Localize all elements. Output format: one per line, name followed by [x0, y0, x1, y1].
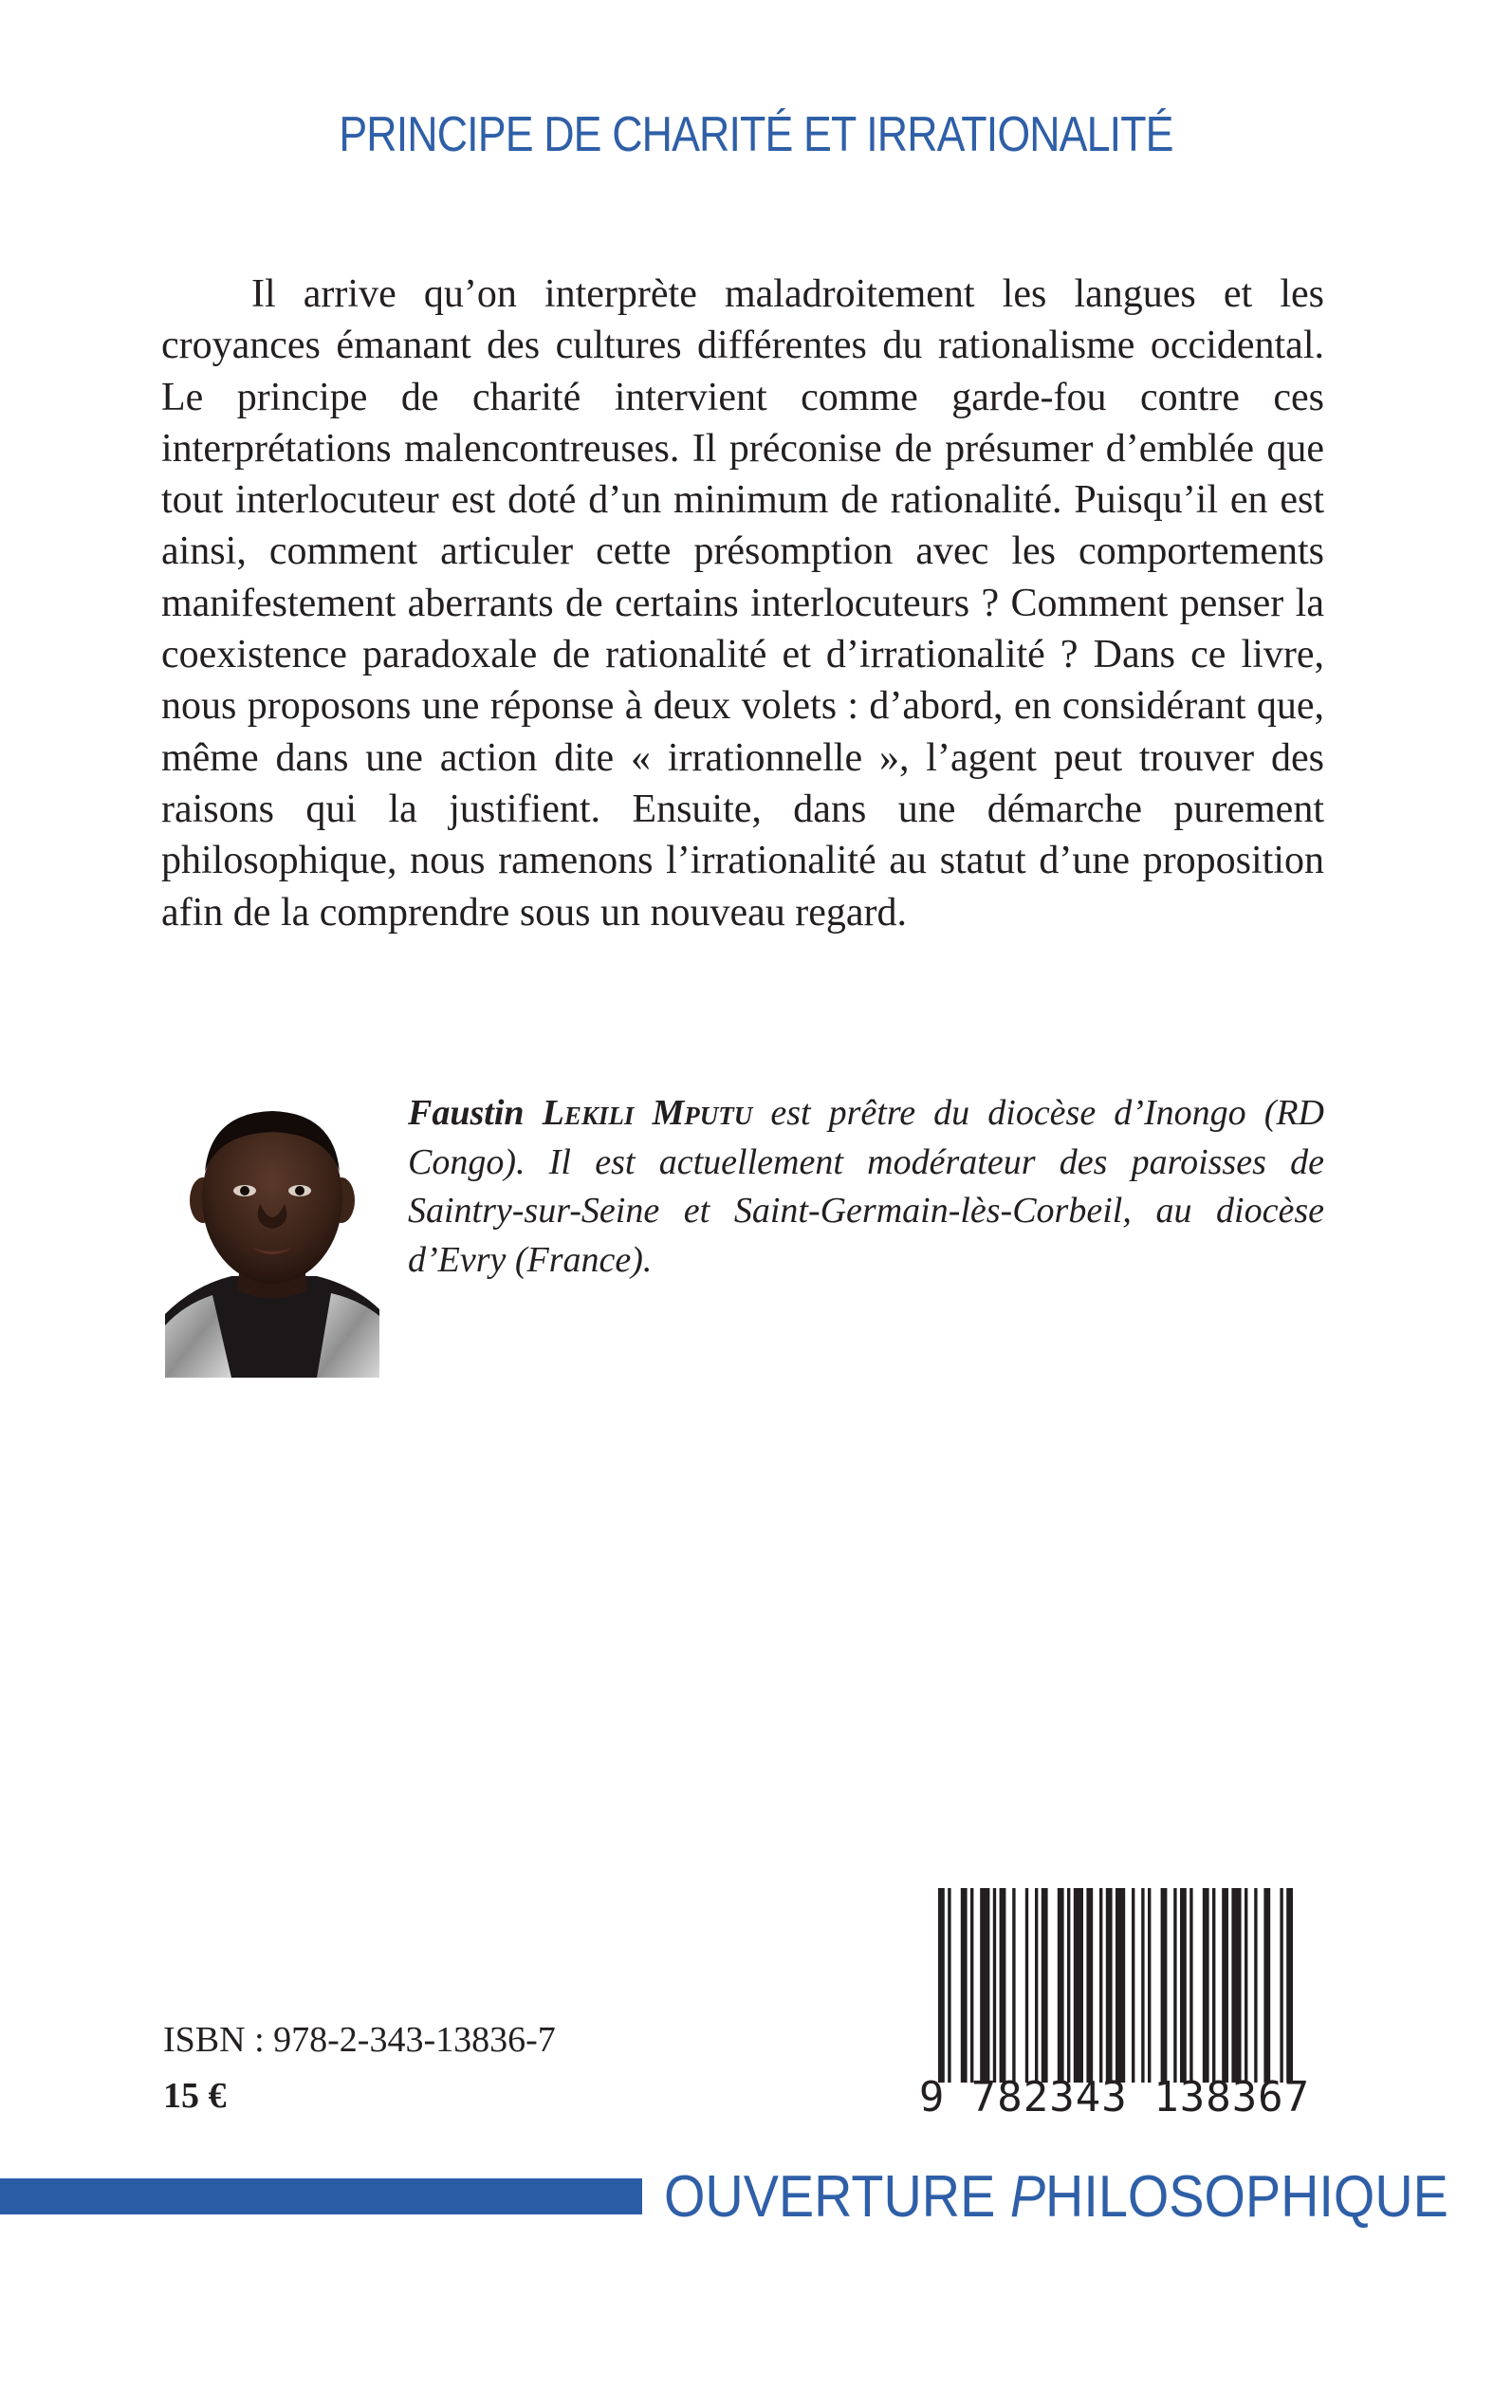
- isbn-text: ISBN : 978-2-343-13836-7: [163, 2020, 556, 2060]
- author-first-name: Faustin: [408, 1093, 525, 1133]
- isbn-barcode: [915, 1888, 1314, 2125]
- barcode-bar: [1099, 1888, 1102, 2083]
- barcode-bar: [1280, 1888, 1282, 2083]
- barcode-bar: [1042, 1888, 1048, 2083]
- barcode-bar: [993, 1888, 996, 2083]
- barcode-bar: [938, 1888, 945, 2083]
- barcode-bar: [1286, 1888, 1293, 2083]
- barcode-bar: [1074, 1888, 1083, 2083]
- barcode-bar: [1106, 1888, 1113, 2083]
- synopsis-text: Il arrive qu’on interprète maladroitement les langues et les croyances émanant des cultures différentes du rationalisme occidental. Le principe de charité intervient comme garde-fou contre ces interprétations malencontreuses. Il préconise de présumer d’emblée que tout interlocuteur est doté d’un minimum de rationalité. Puisqu’il en est ainsi, comment articuler cette présomption avec les comportements manifestement aberrants de certains interlocuteurs ? Comment penser la coexistence paradoxale de rationalité et d’irrationalité ? Dans ce livre, nous proposons une réponse à deux volets : d’abord, en considérant que, même dans une action dite « irrationnelle », l’agent peut trouver des raisons qui la justifient. Ensuite, dans une démarche purement philosophique, nous ramenons l’irrationalité au statut d’une proposition afin de la comprendre sous un nouveau regard.: [161, 272, 1324, 935]
- author-last-name: Lekili Mputu: [542, 1093, 753, 1133]
- barcode-bar: [1086, 1888, 1093, 2083]
- barcode-bar: [961, 1888, 968, 2083]
- barcode-bar: [1203, 1888, 1209, 2083]
- collection-name-part3: HILOSOPHIQUE: [1045, 2164, 1448, 2230]
- barcode-digits: 9 782343 138367: [918, 2073, 1311, 2121]
- author-portrait-image: [165, 1105, 379, 1378]
- barcode-bar: [1212, 1888, 1215, 2083]
- collection-name: [664, 2159, 1448, 2235]
- barcode-bar: [1263, 1888, 1270, 2083]
- barcode-bar: [948, 1888, 950, 2083]
- collection-name-part1: OUVERTURE: [664, 2164, 1010, 2230]
- barcode-bar: [980, 1888, 989, 2083]
- barcode-bar: [1058, 1888, 1064, 2083]
- barcode-bar: [1035, 1888, 1038, 2083]
- author-photo: [165, 1105, 379, 1378]
- barcode-bars: [915, 1888, 1314, 2083]
- barcode-bar: [1012, 1888, 1015, 2083]
- barcode-bar: [1161, 1888, 1168, 2083]
- barcode-bar: [970, 1888, 973, 2083]
- barcode-bar: [1254, 1888, 1257, 2083]
- barcode-bar: [1180, 1888, 1187, 2083]
- price-text: 15 €: [163, 2076, 227, 2116]
- barcode-bar: [1173, 1888, 1176, 2083]
- barcode-bar: [1231, 1888, 1241, 2083]
- barcode-bar: [1148, 1888, 1151, 2083]
- author-bio-text: est prêtre du diocèse d’Inongo (RD Congo). Il est actuellement modérateur des paroisses de Saintry-sur-Seine et Saint-Germain-lès-Corbeil, au diocèse d’Evry (France).: [408, 1093, 1325, 1280]
- barcode-bar: [1067, 1888, 1070, 2083]
- barcode-bar: [1189, 1888, 1192, 2083]
- book-title: PRINCIPE DE CHARITÉ ET IRRATIONALITÉ: [339, 107, 1173, 162]
- collection-name-part2: P: [1009, 2164, 1046, 2230]
- collection-color-bar: [0, 2178, 642, 2214]
- barcode-bar: [1116, 1888, 1125, 2083]
- barcode-bar: [1000, 1888, 1006, 2083]
- barcode-bar: [1141, 1888, 1144, 2083]
- barcode-bar: [1245, 1888, 1247, 2083]
- barcode-bar: [1222, 1888, 1228, 2083]
- barcode-bar: [1132, 1888, 1134, 2083]
- author-biography: [408, 1089, 1324, 1285]
- barcode-bar: [1025, 1888, 1028, 2083]
